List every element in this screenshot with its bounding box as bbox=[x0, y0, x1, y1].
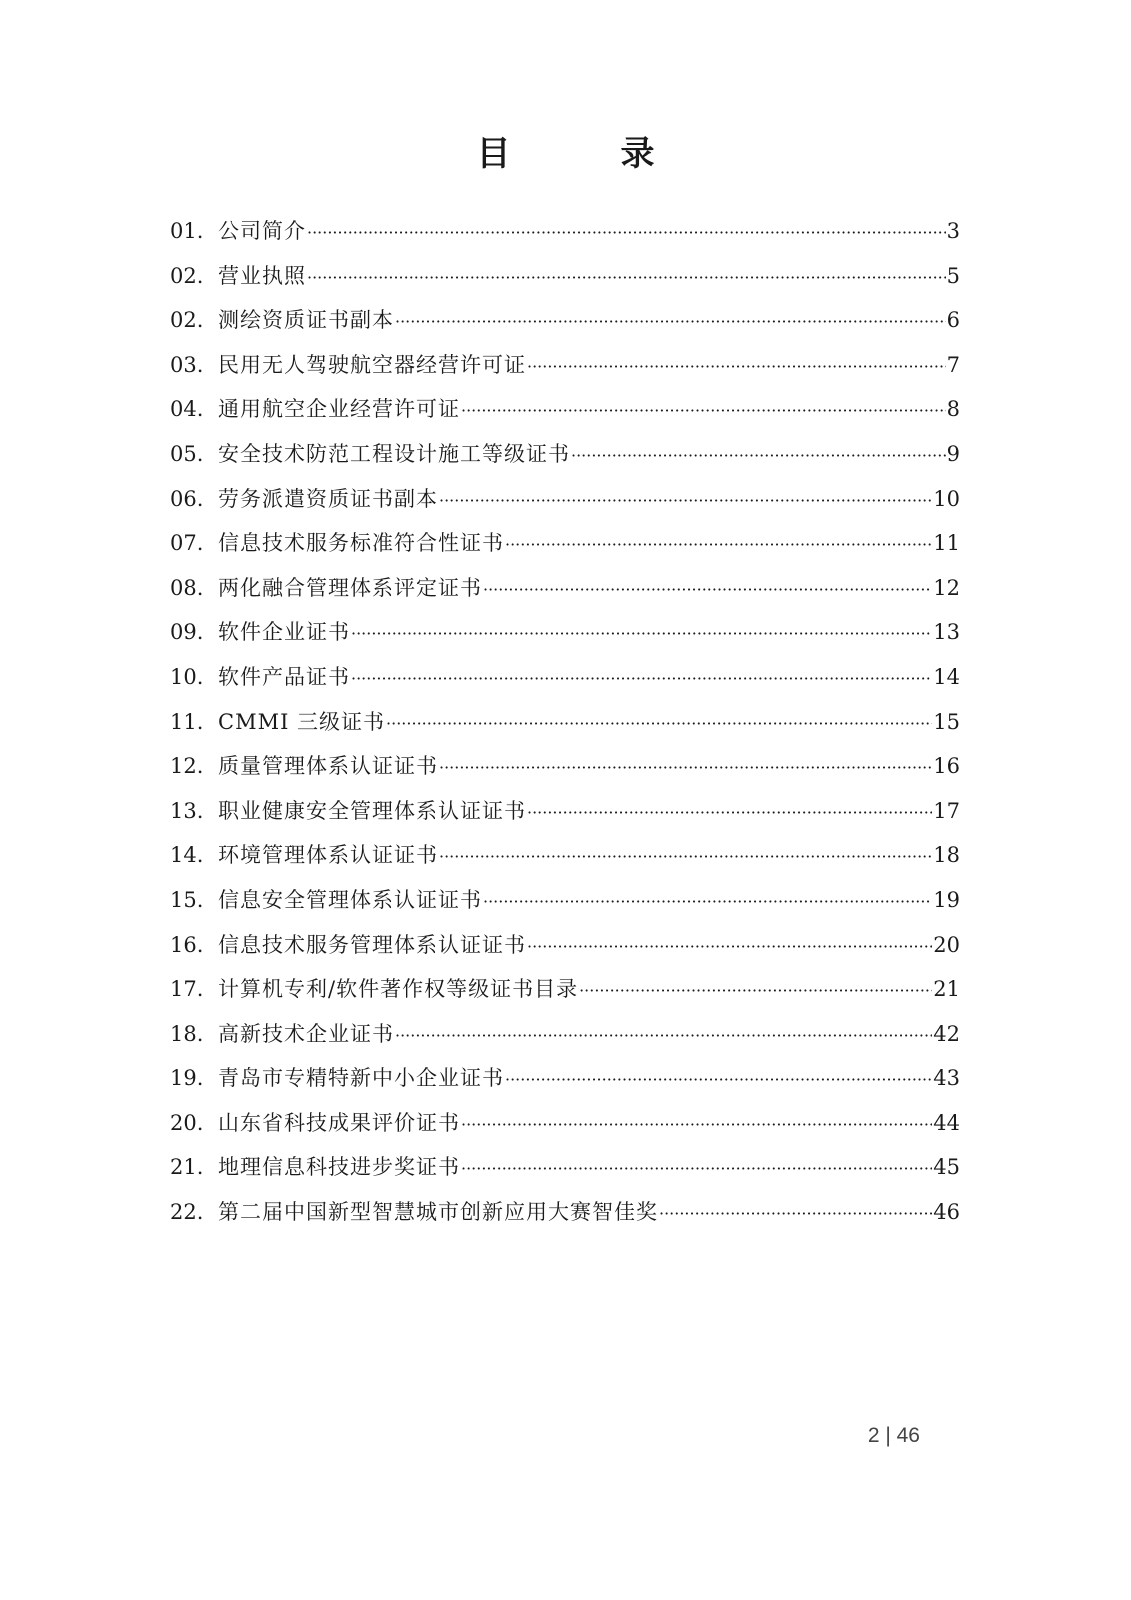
toc-entry-page: 10 bbox=[933, 486, 960, 511]
toc-entry-number: 06. bbox=[170, 486, 204, 511]
toc-entry[interactable] bbox=[170, 1197, 960, 1242]
toc-entry-label: 营业执照 bbox=[218, 263, 306, 288]
toc-entry-number: 03. bbox=[170, 352, 204, 377]
toc-entry[interactable] bbox=[170, 394, 960, 439]
toc-entry[interactable] bbox=[170, 707, 960, 752]
toc-entry-label: 测绘资质证书副本 bbox=[218, 308, 394, 333]
toc-entry-number: 14. bbox=[170, 843, 204, 868]
toc-entry-page: 14 bbox=[933, 664, 960, 689]
toc-entry-page: 45 bbox=[933, 1155, 960, 1180]
toc-entry-page: 43 bbox=[933, 1066, 960, 1091]
toc-entry-page: 8 bbox=[946, 397, 960, 422]
toc-entry-page: 13 bbox=[933, 620, 960, 645]
toc-entry[interactable] bbox=[170, 1063, 960, 1108]
toc-entry-page: 44 bbox=[933, 1110, 960, 1135]
toc-entry-page: 12 bbox=[933, 575, 960, 600]
toc-entry-page: 11 bbox=[933, 531, 960, 556]
toc-entry[interactable] bbox=[170, 617, 960, 662]
toc-entry-number: 21. bbox=[170, 1155, 204, 1180]
toc-entry-page: 46 bbox=[933, 1200, 960, 1225]
toc-entry-leader bbox=[439, 842, 932, 872]
toc-entry-leader bbox=[505, 1065, 932, 1095]
toc-entry[interactable] bbox=[170, 484, 960, 529]
toc-entry-page: 42 bbox=[933, 1021, 960, 1046]
toc-entry-number: 07. bbox=[170, 531, 204, 556]
toc-entry-label: 劳务派遣资质证书副本 bbox=[218, 486, 438, 511]
toc-entry-number: 18. bbox=[170, 1021, 204, 1046]
toc-entry-number: 16. bbox=[170, 932, 204, 957]
toc-entry-leader bbox=[351, 619, 932, 649]
toc-entry-label: 地理信息科技进步奖证书 bbox=[218, 1155, 460, 1180]
page-number: 2 | 46 bbox=[867, 1424, 920, 1447]
toc-entry-number: 12. bbox=[170, 754, 204, 779]
toc-entry-number: 19. bbox=[170, 1066, 204, 1091]
toc-entry-number: 02. bbox=[170, 263, 204, 288]
toc-entry-label: 第二届中国新型智慧城市创新应用大赛智佳奖 bbox=[218, 1200, 658, 1225]
toc-entry-number: 08. bbox=[170, 575, 204, 600]
toc-entry[interactable] bbox=[170, 1152, 960, 1197]
toc-entry-number: 11. bbox=[170, 709, 204, 734]
toc-entry-number: 01. bbox=[170, 219, 204, 243]
toc-entry-page: 21 bbox=[933, 977, 960, 1002]
toc-entry-leader bbox=[395, 307, 946, 337]
toc-entry-label: 环境管理体系认证证书 bbox=[218, 843, 438, 868]
toc-entry[interactable] bbox=[170, 885, 960, 930]
toc-entry-leader bbox=[351, 664, 932, 694]
toc-entry-label: 民用无人驾驶航空器经营许可证 bbox=[218, 352, 526, 377]
toc-entry-page: 3 bbox=[946, 219, 960, 243]
toc-entry-label: 山东省科技成果评价证书 bbox=[218, 1110, 460, 1135]
toc-entry[interactable] bbox=[170, 840, 960, 885]
toc-entry[interactable] bbox=[170, 1108, 960, 1153]
toc-entry-number: 04. bbox=[170, 397, 204, 422]
toc-entry[interactable] bbox=[170, 528, 960, 573]
toc-entry-page: 6 bbox=[946, 308, 960, 333]
toc-entry-label: 两化融合管理体系评定证书 bbox=[218, 575, 482, 600]
toc-entry-label: 软件产品证书 bbox=[218, 664, 350, 689]
toc-entry-number: 20. bbox=[170, 1110, 204, 1135]
toc-entry[interactable] bbox=[170, 1019, 960, 1064]
toc-entry-leader bbox=[659, 1199, 932, 1229]
toc-entry[interactable] bbox=[170, 796, 960, 841]
toc-entry-number: 09. bbox=[170, 620, 204, 645]
toc-entry-leader bbox=[395, 1021, 932, 1051]
toc-entry-label: 信息安全管理体系认证证书 bbox=[218, 887, 482, 912]
toc-entry-number: 02. bbox=[170, 308, 204, 333]
toc-entry-leader bbox=[461, 396, 946, 426]
toc-entry-leader bbox=[483, 887, 932, 917]
table-of-contents bbox=[170, 216, 960, 1242]
toc-entry-number: 17. bbox=[170, 977, 204, 1002]
toc-entry-page: 15 bbox=[933, 709, 960, 734]
toc-entry-leader bbox=[571, 441, 946, 471]
toc-entry-leader bbox=[505, 530, 932, 560]
toc-entry[interactable] bbox=[170, 662, 960, 707]
toc-entry-label: 安全技术防范工程设计施工等级证书 bbox=[218, 441, 570, 466]
toc-entry-number: 05. bbox=[170, 441, 204, 466]
toc-entry-page: 19 bbox=[933, 887, 960, 912]
toc-entry-page: 16 bbox=[933, 754, 960, 779]
toc-entry-label: 信息技术服务管理体系认证证书 bbox=[218, 932, 526, 957]
toc-entry-page: 9 bbox=[946, 441, 960, 466]
toc-entry-label: 高新技术企业证书 bbox=[218, 1021, 394, 1046]
toc-entry-leader bbox=[461, 1110, 932, 1140]
toc-entry[interactable] bbox=[170, 305, 960, 350]
toc-entry-leader bbox=[307, 263, 946, 293]
toc-entry-label: CMMI 三级证书 bbox=[218, 709, 386, 734]
toc-entry-leader bbox=[527, 798, 932, 828]
toc-entry-page: 7 bbox=[946, 352, 960, 377]
toc-entry[interactable] bbox=[170, 930, 960, 975]
toc-entry-label: 通用航空企业经营许可证 bbox=[218, 397, 460, 422]
toc-entry[interactable] bbox=[170, 751, 960, 796]
toc-entry-leader bbox=[386, 709, 932, 739]
toc-entry-page: 18 bbox=[933, 843, 960, 868]
toc-entry-page: 20 bbox=[933, 932, 960, 957]
toc-entry-leader bbox=[307, 218, 946, 248]
toc-entry-page: 5 bbox=[946, 263, 960, 288]
toc-entry-leader bbox=[579, 976, 932, 1006]
toc-entry[interactable] bbox=[170, 439, 960, 484]
toc-entry-number: 10. bbox=[170, 664, 204, 689]
toc-entry-label: 质量管理体系认证证书 bbox=[218, 754, 438, 779]
toc-entry-leader bbox=[439, 486, 932, 516]
toc-entry[interactable] bbox=[170, 350, 960, 395]
toc-entry-leader bbox=[527, 932, 932, 962]
toc-entry-page: 17 bbox=[933, 798, 960, 823]
toc-entry-number: 13. bbox=[170, 798, 204, 823]
toc-entry-label: 计算机专利/软件著作权等级证书目录 bbox=[218, 977, 579, 1002]
toc-entry-label: 软件企业证书 bbox=[218, 620, 350, 645]
toc-entry[interactable] bbox=[170, 261, 960, 306]
toc-entry-label: 信息技术服务标准符合性证书 bbox=[218, 531, 504, 556]
toc-entry-number: 15. bbox=[170, 887, 204, 912]
toc-entry-number: 22. bbox=[170, 1200, 204, 1225]
toc-entry[interactable] bbox=[170, 573, 960, 618]
toc-entry-leader bbox=[483, 575, 932, 605]
toc-entry-leader bbox=[439, 753, 932, 783]
page-title: 目 录 bbox=[476, 134, 693, 174]
toc-entry-label: 公司简介 bbox=[218, 219, 306, 243]
toc-entry-leader bbox=[527, 352, 946, 382]
toc-entry-label: 职业健康安全管理体系认证证书 bbox=[218, 798, 526, 823]
toc-entry[interactable] bbox=[170, 974, 960, 1019]
toc-entry-leader bbox=[461, 1154, 932, 1184]
toc-entry-label: 青岛市专精特新中小企业证书 bbox=[218, 1066, 504, 1091]
toc-entry[interactable] bbox=[170, 216, 960, 261]
